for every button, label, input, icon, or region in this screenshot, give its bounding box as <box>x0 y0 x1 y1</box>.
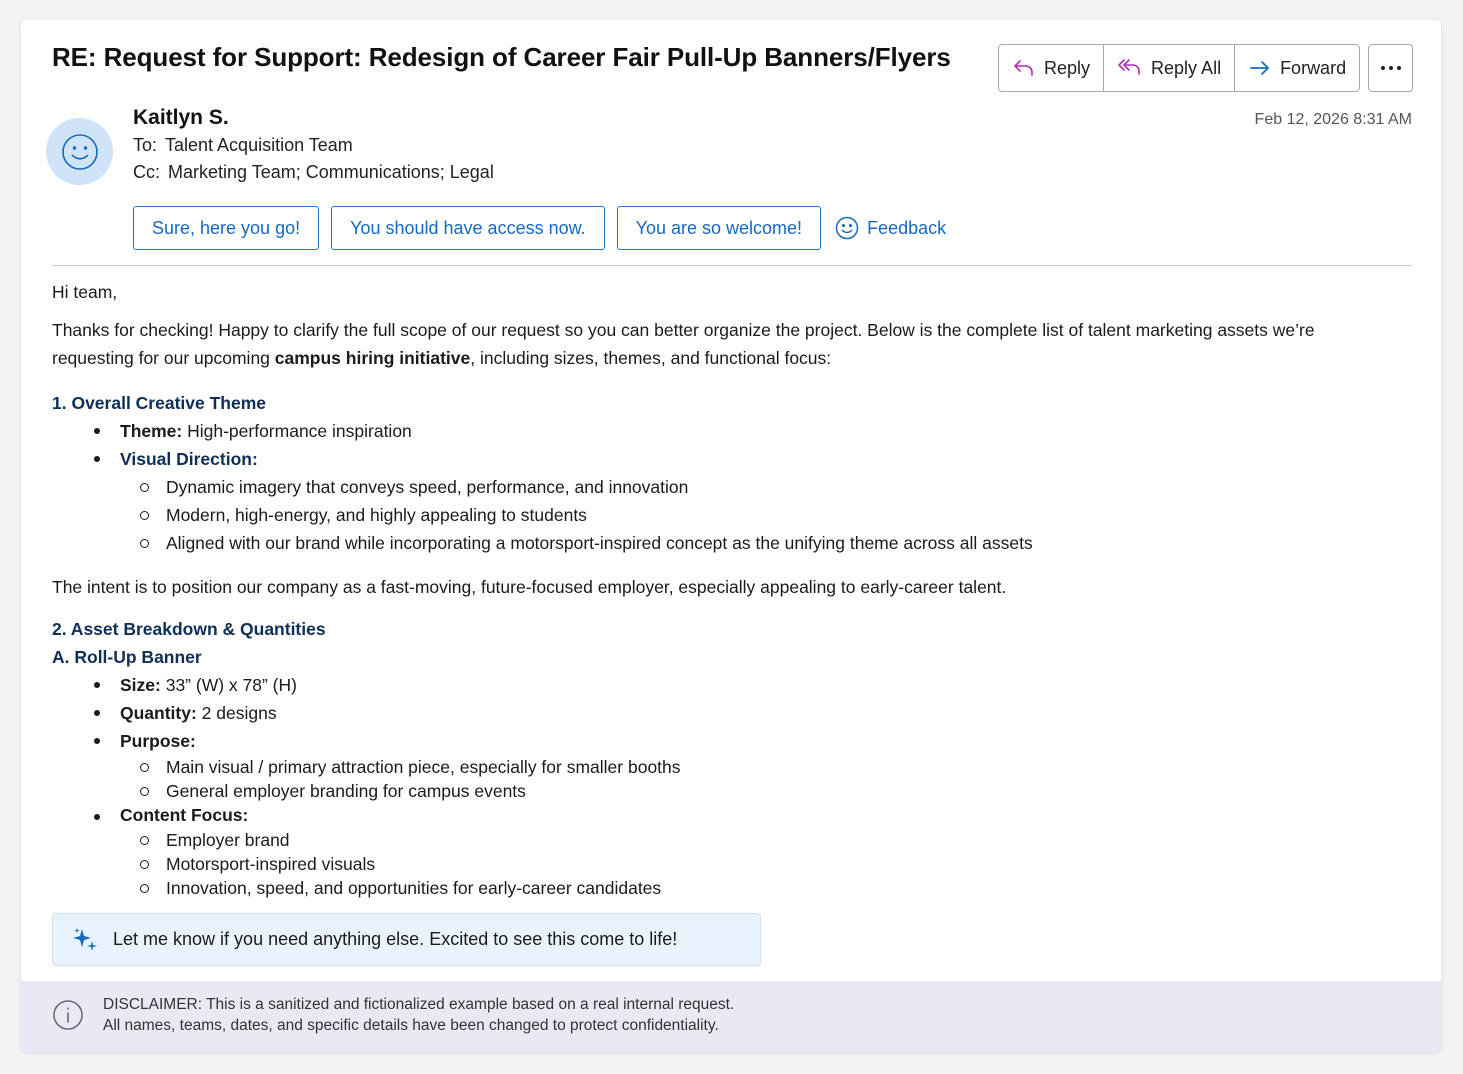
item-value: High-performance inspiration <box>182 421 412 441</box>
sent-date: Feb 12, 2026 8:31 AM <box>1254 111 1412 128</box>
reply-icon <box>1012 56 1036 80</box>
reply-all-label: Reply All <box>1151 57 1222 78</box>
section-heading: 1. Overall Creative Theme <box>52 393 266 413</box>
suggested-replies <box>133 206 946 250</box>
forward-icon <box>1248 56 1272 80</box>
disclaimer-label: DISCLAIMER: <box>103 996 203 1013</box>
to-line <box>133 135 353 156</box>
subsection-heading: A. Roll-Up Banner <box>52 647 202 667</box>
reply-label: Reply <box>1044 57 1091 78</box>
intro-paragraph <box>52 316 1372 372</box>
sub-list-item: Aligned with our brand while incorporating a motorsport-inspired concept as the unifying theme across all assets <box>52 529 1372 557</box>
intro-bold: campus hiring initiative <box>274 348 471 368</box>
quick-reply-button[interactable]: Sure, here you go! <box>133 206 319 250</box>
sparkle-icon <box>71 926 99 954</box>
to-label: To: <box>133 135 158 155</box>
smiley-icon <box>61 133 99 171</box>
sender-name: Kaitlyn S. <box>133 106 229 129</box>
intro-text-end: , including sizes, themes, and functional focus: <box>470 348 832 368</box>
item-label: Visual Direction: <box>120 449 258 469</box>
disclaimer-line-1 <box>103 994 734 1015</box>
list-item <box>52 445 1372 473</box>
to-recipients: Talent Acquisition Team <box>165 135 353 155</box>
sub-list-item: Motorsport-inspired visuals <box>52 852 1372 876</box>
feedback-label: Feedback <box>867 217 947 238</box>
email-card <box>21 20 1441 1052</box>
disclaimer-banner <box>21 981 1441 1052</box>
list-item <box>52 803 1372 828</box>
info-icon <box>52 999 84 1031</box>
smiley-icon <box>835 216 859 240</box>
cc-label: Cc: <box>133 162 160 182</box>
disclaimer-line1: This is a sanitized and fictionalized example based on a real internal request. <box>202 996 735 1013</box>
sub-list-item: General employer branding for campus events <box>52 779 1372 803</box>
intent-paragraph: The intent is to position our company as a fast-moving, future-focused employer, especially appealing to early-career talent. <box>52 577 1007 597</box>
item-label: Purpose: <box>120 731 196 751</box>
item-label: Content Focus: <box>120 805 249 825</box>
item-label: Theme: <box>120 421 183 441</box>
reply-button[interactable] <box>999 45 1104 91</box>
cc-line <box>133 162 494 183</box>
item-label: Size: <box>120 675 161 695</box>
item-value: 2 designs <box>196 703 277 723</box>
ai-note-text: Let me know if you need anything else. Excited to see this come to life! <box>113 929 678 949</box>
list-item <box>52 727 1372 755</box>
item-label: Quantity: <box>120 703 197 723</box>
header-divider <box>52 265 1412 266</box>
list-item <box>52 671 1372 699</box>
cc-recipients: Marketing Team; Communications; Legal <box>168 162 494 182</box>
list-item <box>52 417 1372 445</box>
quick-reply-button[interactable]: You are so welcome! <box>617 206 821 250</box>
reply-all-button[interactable] <box>1104 45 1235 91</box>
sub-list-item: Dynamic imagery that conveys speed, performance, and innovation <box>52 473 1372 501</box>
sub-list-item: Employer brand <box>52 828 1372 852</box>
message-actions <box>998 44 1360 92</box>
forward-label: Forward <box>1280 57 1347 78</box>
intro-text: Thanks for checking! Happy to clarify the full scope of our request so you can better organize the project. Below is the complete list of talent marketing assets we’re requesting for our upcoming <box>52 320 1315 368</box>
ai-suggestion-note <box>52 913 761 966</box>
item-value: 33” (W) x 78” (H) <box>160 675 297 695</box>
reply-all-icon <box>1117 56 1143 80</box>
sub-list-item: Main visual / primary attraction piece, especially for smaller booths <box>52 755 1372 779</box>
quick-reply-button[interactable]: You should have access now. <box>331 206 605 250</box>
greeting: Hi team, <box>52 282 118 302</box>
email-subject: RE: Request for Support: Redesign of Career Fair Pull-Up Banners/Flyers <box>52 42 951 72</box>
sub-list-item: Modern, high-energy, and highly appealing to students <box>52 501 1372 529</box>
sub-list-item: Innovation, speed, and opportunities for early-career candidates <box>52 876 1372 900</box>
more-icon <box>1380 65 1402 71</box>
avatar <box>46 118 113 185</box>
more-actions-button[interactable] <box>1368 44 1413 92</box>
disclaimer-line2: All names, teams, dates, and specific details have been changed to protect confidentiality. <box>103 1017 719 1034</box>
section-heading: 2. Asset Breakdown & Quantities <box>52 619 326 639</box>
disclaimer-text <box>103 994 734 1036</box>
feedback-link[interactable] <box>835 216 946 240</box>
list-item <box>52 699 1372 727</box>
forward-button[interactable] <box>1235 45 1359 91</box>
email-body <box>52 278 1372 900</box>
